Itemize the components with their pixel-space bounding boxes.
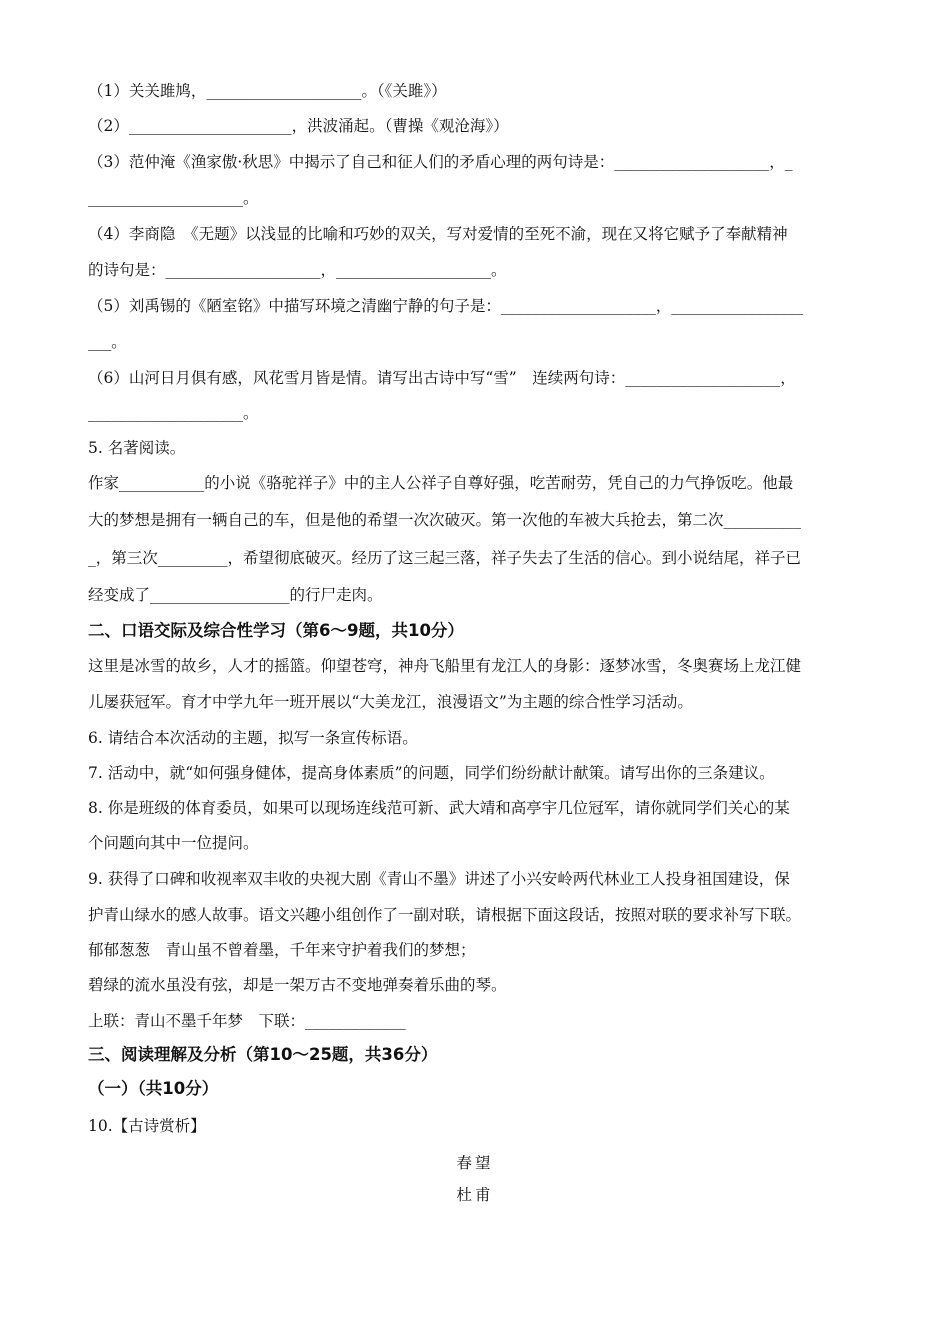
- couplet-line: 上联：青山不墨千年梦 下联：_____________: [88, 1012, 406, 1030]
- question-4-item-4-cont: 的诗句是：____________________，____________________。: [88, 261, 507, 279]
- section-2-intro: 儿屡获冠军。育才中学九年一班开展以“大美龙江，浪漫语文”为主题的综合性学习活动。: [88, 693, 693, 711]
- question-10-title: 10.【古诗赏析】: [88, 1117, 206, 1135]
- question-8-cont: 个问题向其中一位提问。: [88, 834, 259, 852]
- subsection-1-heading: （一）（共10分）: [88, 1079, 219, 1098]
- question-7: 7. 活动中，就“如何强身健体，提高身体素质”的问题，同学们纷纷献计献策。请写出你的三条建议。: [88, 764, 775, 782]
- question-4-item-3-cont: ____________________。: [88, 189, 259, 207]
- question-4-item-2: （2）_____________________，洪波涌起。（曹操《观沧海》）: [88, 117, 509, 135]
- question-8: 8. 你是班级的体育委员，如果可以现场连线范可新、武大靖和高亭宇几位冠军，请你就同学们关心的某: [88, 799, 790, 817]
- question-5-text: 经变成了__________________的行尸走肉。: [88, 586, 383, 604]
- question-5-title: 5. 名著阅读。: [88, 439, 186, 457]
- section-2-heading: 二、口语交际及综合性学习（第6～9题，共10分）: [88, 621, 464, 640]
- passage-line: 郁郁葱葱 青山虽不曾着墨，千年来守护着我们的梦想；: [88, 941, 476, 959]
- question-4-item-6: （6）山河日月俱有感，风花雪月皆是情。请写出古诗中写“雪” 连续两句诗：____________________，: [88, 369, 796, 387]
- section-3-heading: 三、阅读理解及分析（第10～25题，共36分）: [88, 1045, 438, 1064]
- question-5-text: 作家___________的小说《骆驼祥子》中的主人公祥子自尊好强，吃苦耐劳，凭自己的力气挣饭吃。他最: [88, 474, 794, 492]
- question-9-cont: 护青山绿水的感人故事。语文兴趣小组创作了一副对联，请根据下面这段话，按照对联的要求补写下联。: [88, 906, 802, 924]
- question-5-text: _，第三次_________，希望彻底破灭。经历了这三起三落，祥子失去了生活的信心。到小说结尾，祥子已: [88, 549, 802, 567]
- question-6: 6. 请结合本次活动的主题，拟写一条宣传标语。: [88, 729, 418, 747]
- question-4-item-3: （3）范仲淹《渔家傲·秋思》中揭示了自己和征人们的矛盾心理的两句诗是：____________________，_: [88, 153, 793, 171]
- section-2-intro: 这里是冰雪的故乡，人才的摇篮。仰望苍穹，神舟飞船里有龙江人的身影：逐梦冰雪，冬奥赛场上龙江健: [88, 657, 802, 675]
- passage-line: 碧绿的流水虽没有弦，却是一架万古不变地弹奏着乐曲的琴。: [88, 976, 507, 994]
- question-4-item-5-cont: ___。: [88, 333, 127, 351]
- poem-title: 春望: [456, 1154, 494, 1172]
- question-4-item-6-cont: ____________________。: [88, 404, 259, 422]
- question-4-item-5: （5）刘禹锡的《陋室铭》中描写环境之清幽宁静的句子是：____________________，_________________: [88, 297, 804, 315]
- question-4-item-4: （4）李商隐 《无题》以浅显的比喻和巧妙的双关，写对爱情的至死不渝，现在又将它赋予了奉献精神: [88, 225, 788, 243]
- question-9: 9. 获得了口碑和收视率双丰收的央视大剧《青山不墨》讲述了小兴安岭两代林业工人投身祖国建设，保: [88, 870, 790, 888]
- question-5-text: 大的梦想是拥有一辆自己的车，但是他的希望一次次破灭。第一次他的车被大兵抢去，第二次__________: [88, 511, 802, 529]
- question-4-item-1: （1）关关雎鸠，____________________。（《关雎》）: [88, 82, 447, 100]
- poem-author: 杜甫: [456, 1186, 494, 1204]
